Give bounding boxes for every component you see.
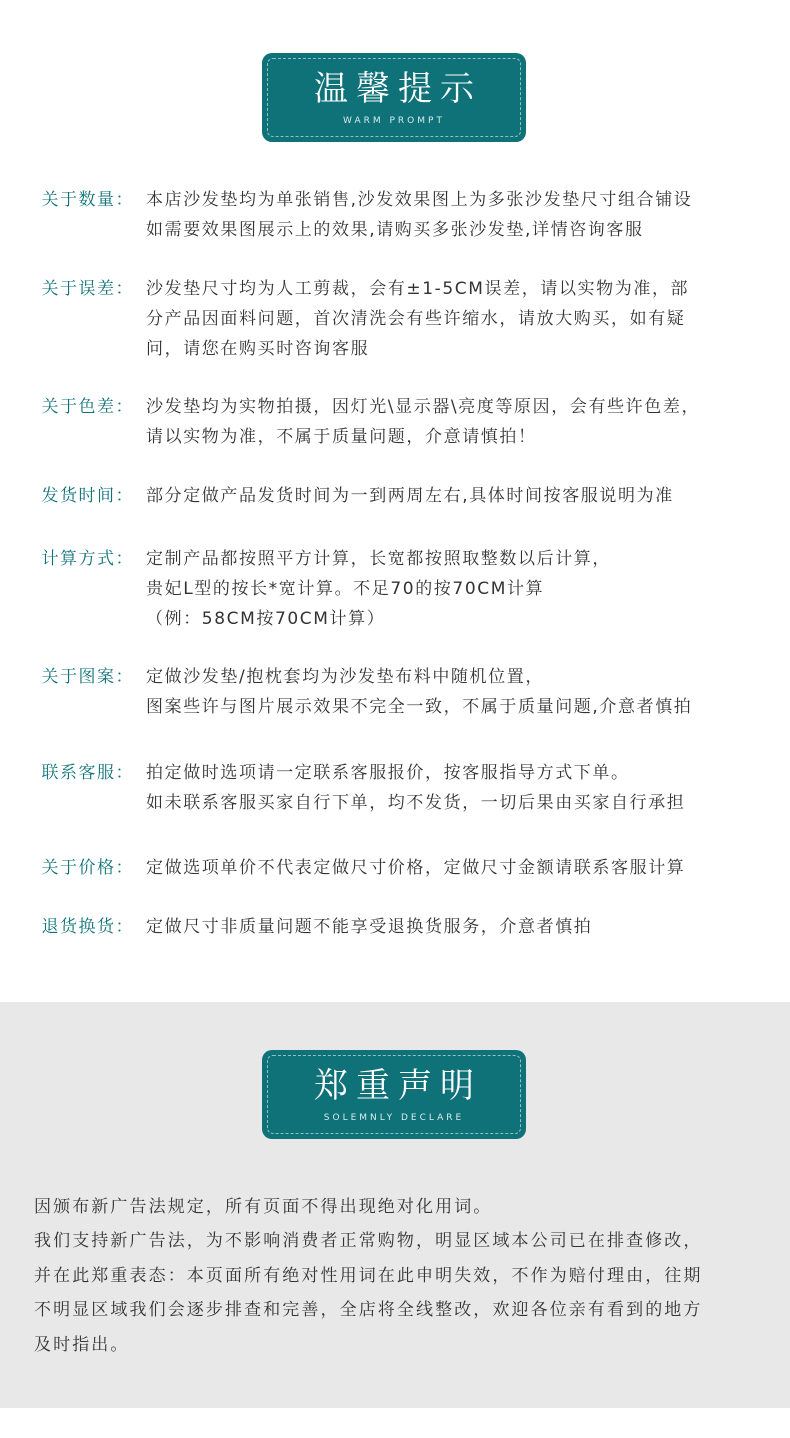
warm-prompt-badge bbox=[262, 53, 526, 142]
notice-label: 关于误差： bbox=[41, 279, 134, 299]
declaration-badge bbox=[262, 1050, 526, 1139]
notice-line: 定做沙发垫/抱枕套均为沙发垫布料中随机位置， bbox=[146, 667, 544, 687]
notice-line: 部分定做产品发货时间为一到两周左右,具体时间按客服说明为准 bbox=[146, 486, 674, 506]
declaration-line: 不明显区域我们会逐步排查和完善，全店将全线整改，欢迎各位亲有看到的地方 bbox=[34, 1300, 703, 1320]
notice-line: 定制产品都按照平方计算，长宽都按照取整数以后计算， bbox=[146, 549, 611, 569]
notice-label: 联系客服： bbox=[41, 763, 134, 783]
notice-line: 图案些许与图片展示效果不完全一致，不属于质量问题,介意者慎拍 bbox=[146, 697, 693, 717]
notice-line: 拍定做时选项请一定联系客服报价，按客服指导方式下单。 bbox=[146, 763, 630, 783]
notice-label: 关于价格： bbox=[41, 858, 134, 878]
declaration-section bbox=[0, 1002, 790, 1408]
notice-label: 退货换货： bbox=[41, 917, 134, 937]
notice-line: 如需要效果图展示上的效果,请购买多张沙发垫,详情咨询客服 bbox=[146, 220, 644, 240]
notice-label: 发货时间： bbox=[41, 486, 134, 506]
notice-line: （例：58CM按70CM计算） bbox=[146, 609, 386, 629]
notice-line: 请以实物为准，不属于质量问题，介意请慎拍！ bbox=[146, 427, 537, 447]
notice-label: 关于色差： bbox=[41, 397, 134, 417]
declaration-line: 因颁布新广告法规定，所有页面不得出现绝对化用词。 bbox=[34, 1197, 493, 1217]
badge-title: 温馨提示 bbox=[314, 69, 482, 109]
declaration-line: 并在此郑重表态：本页面所有绝对性用词在此申明失效，不作为赔付理由，往期 bbox=[34, 1266, 703, 1286]
badge-subtitle: SOLEMNLY DECLARE bbox=[323, 1113, 465, 1123]
badge-subtitle: WARM PROMPT bbox=[343, 116, 445, 126]
notice-line: 沙发垫尺寸均为人工剪裁，会有±1-5CM误差，请以实物为准，部 bbox=[146, 279, 690, 299]
declaration-line: 我们支持新广告法，为不影响消费者正常购物，明显区域本公司已在排查修改， bbox=[34, 1231, 703, 1251]
notice-label: 关于图案： bbox=[41, 667, 134, 687]
notice-line: 沙发垫均为实物拍摄，因灯光\显示器\亮度等原因，会有些许色差， bbox=[146, 397, 701, 417]
badge-title: 郑重声明 bbox=[314, 1066, 482, 1106]
notice-line: 贵妃L型的按长*宽计算。不足70的按70CM计算 bbox=[146, 579, 545, 599]
declaration-line: 及时指出。 bbox=[34, 1335, 130, 1355]
notice-line: 定做选项单价不代表定做尺寸价格，定做尺寸金额请联系客服计算 bbox=[146, 858, 686, 878]
notice-line: 问，请您在购买时咨询客服 bbox=[146, 339, 370, 359]
notice-line: 分产品因面料问题，首次清洗会有些许缩水，请放大购买，如有疑 bbox=[146, 309, 686, 329]
notice-line: 本店沙发垫均为单张销售,沙发效果图上为多张沙发垫尺寸组合铺设 bbox=[146, 190, 693, 210]
notice-label: 计算方式： bbox=[41, 549, 134, 569]
notice-label: 关于数量： bbox=[41, 190, 134, 210]
notice-line: 如未联系客服买家自行下单，均不发货，一切后果由买家自行承担 bbox=[146, 793, 686, 813]
notice-line: 定做尺寸非质量问题不能享受退换货服务，介意者慎拍 bbox=[146, 917, 593, 937]
